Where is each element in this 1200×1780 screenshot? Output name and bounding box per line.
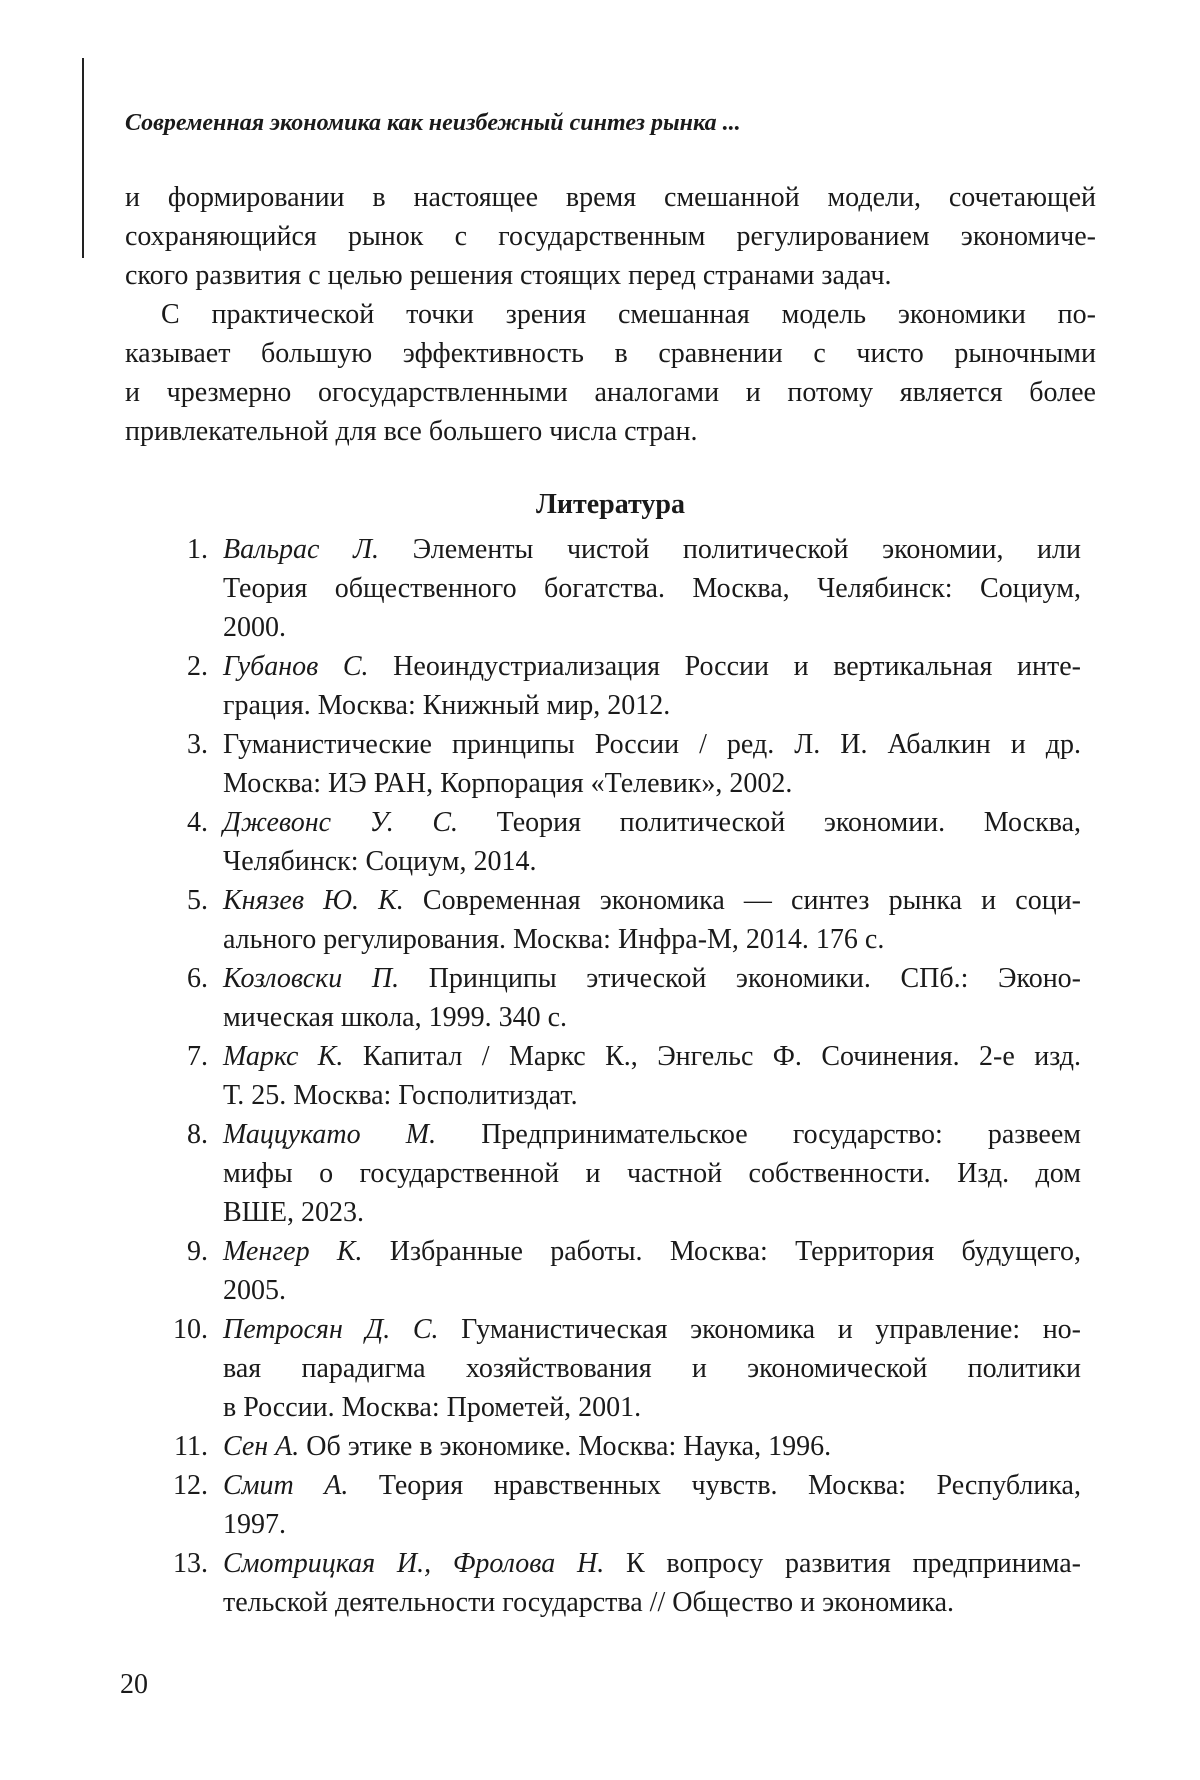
reference-author: Джевонс У. С. xyxy=(223,807,458,838)
text-line: казывает большую эффективность в сравнении с чисто рыночными xyxy=(125,334,1096,373)
reference-title: Принципы этической экономики. СПб.: Эконо- xyxy=(399,963,1081,994)
reference-text xyxy=(223,881,1081,959)
reference-item xyxy=(125,1466,1096,1544)
reference-title: Гуманистические принципы России / ред. Л. И. Абалкин и др. xyxy=(223,729,1081,760)
reference-author: Смотрицкая И., Фролова Н. xyxy=(223,1548,604,1579)
text-line xyxy=(223,1037,1081,1076)
text-line xyxy=(223,1349,1081,1388)
text-line xyxy=(223,569,1081,608)
reference-text xyxy=(223,725,1081,803)
reference-number: 12. xyxy=(125,1466,223,1544)
references-list xyxy=(125,530,1096,1622)
reference-text xyxy=(223,530,1081,647)
reference-item xyxy=(125,881,1096,959)
text-line xyxy=(223,1583,1081,1622)
reference-item xyxy=(125,1115,1096,1232)
text-line xyxy=(223,920,1081,959)
reference-author: Маркс К. xyxy=(223,1041,343,1072)
reference-number: 5. xyxy=(125,881,223,959)
reference-item xyxy=(125,1310,1096,1427)
text-line xyxy=(223,608,1081,647)
reference-item xyxy=(125,1427,1096,1466)
text-line: С практической точки зрения смешанная модель экономики по- xyxy=(125,295,1096,334)
text-line: привлекательной для все большего числа стран. xyxy=(125,412,1096,451)
reference-title: ВШЕ, 2023. xyxy=(223,1197,364,1228)
reference-title: К вопросу развития предпринима- xyxy=(604,1548,1081,1579)
references-heading: Литература xyxy=(125,485,1096,524)
reference-title: тельской деятельности государства // Общество и экономика. xyxy=(223,1587,954,1618)
text-line xyxy=(223,764,1081,803)
reference-title: Об этике в экономике. Москва: Наука, 1996. xyxy=(299,1431,831,1462)
reference-title: Современная экономика — синтез рынка и соци- xyxy=(404,885,1081,916)
reference-author: Козловски П. xyxy=(223,963,399,994)
reference-title: Теория нравственных чувств. Москва: Республика, xyxy=(348,1470,1081,1501)
text-line: ского развития с целью решения стоящих перед странами задач. xyxy=(125,256,1096,295)
reference-number: 1. xyxy=(125,530,223,647)
reference-title: в России. Москва: Прометей, 2001. xyxy=(223,1392,641,1423)
reference-title: Теория общественного богатства. Москва, Челябинск: Социум, xyxy=(223,573,1081,604)
reference-author: Сен А. xyxy=(223,1431,299,1462)
reference-title: грация. Москва: Книжный мир, 2012. xyxy=(223,690,670,721)
reference-number: 8. xyxy=(125,1115,223,1232)
text-line xyxy=(223,842,1081,881)
text-line xyxy=(223,1193,1081,1232)
text-line xyxy=(223,1154,1081,1193)
reference-title: Челябинск: Социум, 2014. xyxy=(223,846,537,877)
reference-author: Петросян Д. С. xyxy=(223,1314,439,1345)
text-line xyxy=(223,1310,1081,1349)
page-number: 20 xyxy=(120,1669,148,1701)
reference-text xyxy=(223,647,1081,725)
running-head: Современная экономика как неизбежный синтез рынка ... xyxy=(125,110,741,137)
reference-title: Предпринимательское государство: развеем xyxy=(436,1119,1081,1150)
reference-text xyxy=(223,1310,1081,1427)
text-line xyxy=(223,1076,1081,1115)
reference-item xyxy=(125,1232,1096,1310)
text-line xyxy=(223,1388,1081,1427)
reference-number: 3. xyxy=(125,725,223,803)
reference-title: Капитал / Маркс К., Энгельс Ф. Сочинения. 2-е изд. xyxy=(343,1041,1081,1072)
text-line xyxy=(223,1271,1081,1310)
text-line xyxy=(223,686,1081,725)
reference-item xyxy=(125,803,1096,881)
reference-text xyxy=(223,1232,1081,1310)
text-line xyxy=(223,1544,1081,1583)
text-line: и чрезмерно огосударствленными аналогами и потому является более xyxy=(125,373,1096,412)
reference-title: Неоиндустриализация России и вертикальная инте- xyxy=(369,651,1081,682)
reference-text xyxy=(223,1466,1081,1544)
text-line xyxy=(223,725,1081,764)
text-line xyxy=(223,1427,1081,1466)
reference-item xyxy=(125,959,1096,1037)
text-line: и формировании в настоящее время смешанной модели, сочетающей xyxy=(125,178,1096,217)
reference-number: 2. xyxy=(125,647,223,725)
reference-title: 1997. xyxy=(223,1509,286,1540)
reference-item xyxy=(125,1544,1096,1622)
reference-item xyxy=(125,725,1096,803)
text-line xyxy=(223,959,1081,998)
reference-title: вая парадигма хозяйствования и экономической политики xyxy=(223,1353,1081,1384)
reference-author: Вальрас Л. xyxy=(223,534,379,565)
reference-text xyxy=(223,1427,1081,1466)
margin-rule xyxy=(82,58,84,258)
reference-number: 6. xyxy=(125,959,223,1037)
paragraph xyxy=(125,178,1096,295)
text-line xyxy=(223,881,1081,920)
reference-number: 10. xyxy=(125,1310,223,1427)
reference-title: Москва: ИЭ РАН, Корпорация «Телевик», 2002. xyxy=(223,768,792,799)
reference-item xyxy=(125,647,1096,725)
reference-number: 13. xyxy=(125,1544,223,1622)
reference-text xyxy=(223,959,1081,1037)
reference-title: мическая школа, 1999. 340 с. xyxy=(223,1002,567,1033)
reference-author: Губанов С. xyxy=(223,651,369,682)
text-line xyxy=(223,1466,1081,1505)
reference-item xyxy=(125,530,1096,647)
reference-title: ального регулирования. Москва: Инфра-М, 2014. 176 с. xyxy=(223,924,884,955)
reference-number: 9. xyxy=(125,1232,223,1310)
body-text xyxy=(125,178,1096,451)
reference-author: Маццукато М. xyxy=(223,1119,436,1150)
reference-text xyxy=(223,1115,1081,1232)
reference-number: 4. xyxy=(125,803,223,881)
reference-title: Т. 25. Москва: Госполитиздат. xyxy=(223,1080,578,1111)
reference-text xyxy=(223,1544,1081,1622)
reference-text xyxy=(223,803,1081,881)
reference-author: Менгер К. xyxy=(223,1236,362,1267)
reference-title: Элементы чистой политической экономии, или xyxy=(379,534,1081,565)
reference-title: Избранные работы. Москва: Территория будущего, xyxy=(362,1236,1081,1267)
text-line xyxy=(223,647,1081,686)
text-line xyxy=(223,1115,1081,1154)
paragraph xyxy=(125,295,1096,451)
reference-title: 2000. xyxy=(223,612,286,643)
reference-text xyxy=(223,1037,1081,1115)
reference-title: 2005. xyxy=(223,1275,286,1306)
reference-title: Теория политической экономии. Москва, xyxy=(458,807,1081,838)
reference-title: мифы о государственной и частной собственности. Изд. дом xyxy=(223,1158,1081,1189)
reference-number: 7. xyxy=(125,1037,223,1115)
reference-item xyxy=(125,1037,1096,1115)
reference-title: Гуманистическая экономика и управление: но- xyxy=(439,1314,1082,1345)
text-line xyxy=(223,803,1081,842)
text-line xyxy=(223,1232,1081,1271)
text-line xyxy=(223,1505,1081,1544)
reference-author: Князев Ю. К. xyxy=(223,885,404,916)
reference-author: Смит А. xyxy=(223,1470,348,1501)
text-line: сохраняющийся рынок с государственным регулированием экономиче- xyxy=(125,217,1096,256)
text-line xyxy=(223,998,1081,1037)
reference-number: 11. xyxy=(125,1427,223,1466)
text-line xyxy=(223,530,1081,569)
